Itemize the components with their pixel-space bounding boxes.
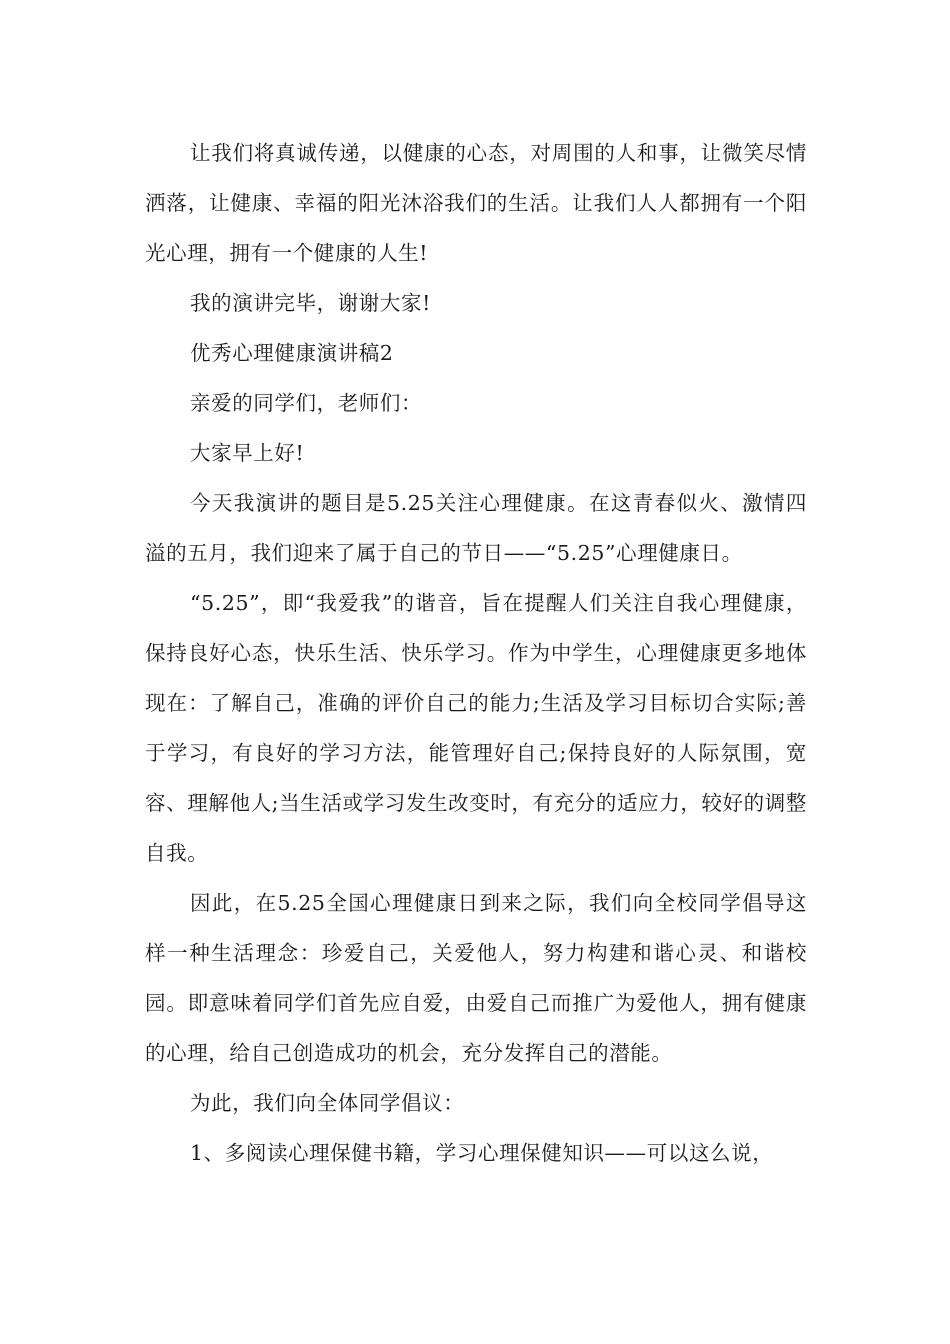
greeting: 大家早上好! xyxy=(190,441,305,465)
paragraph-meaning: “5.25”，即“我爱我”的谐音，旨在提醒人们关注自我心理健康，保持良好心态，快乐生活、快乐学习。作为中学生，心理健康更多地体现在：了解自己，准确的评价自己的能力;生活及学习目标切合实际;善于学习，有良好的学习方法，能管理好自己;保持良好的人际氛围，宽容、理解他人;当生活或学习发生改变时，有充分的适应力，较好的调整自我。 xyxy=(145,591,807,865)
paragraph-closing-wish: 让我们将真诚传递，以健康的心态，对周围的人和事，让微笑尽情洒落，让健康、幸福的阳光沐浴我们的生活。让我们人人都拥有一个阳光心理，拥有一个健康的人生! xyxy=(145,141,807,265)
paragraph-proposal: 为此，我们向全体同学倡议： xyxy=(190,1091,465,1115)
salutation: 亲爱的同学们，老师们： xyxy=(190,391,423,415)
paragraph-topic: 今天我演讲的题目是5.25关注心理健康。在这青春似火、激情四溢的五月，我们迎来了属于自己的节日——“5.25”心理健康日。 xyxy=(145,491,807,565)
paragraph-advocacy: 因此，在5.25全国心理健康日到来之际，我们向全校同学倡导这样一种生活理念：珍爱自己，关爱他人，努力构建和谐心灵、和谐校园。即意味着同学们首先应自爱，由爱自己而推广为爱他人，拥有健康的心理，给自己创造成功的机会，充分发挥自己的潜能。 xyxy=(145,891,807,1065)
document-body xyxy=(145,128,807,1178)
speech-title: 优秀心理健康演讲稿2 xyxy=(190,341,394,365)
paragraph-speech-end: 我的演讲完毕，谢谢大家! xyxy=(190,291,431,315)
paragraph-item-1: 1、多阅读心理保健书籍，学习心理保健知识——可以这么说， xyxy=(190,1141,774,1165)
